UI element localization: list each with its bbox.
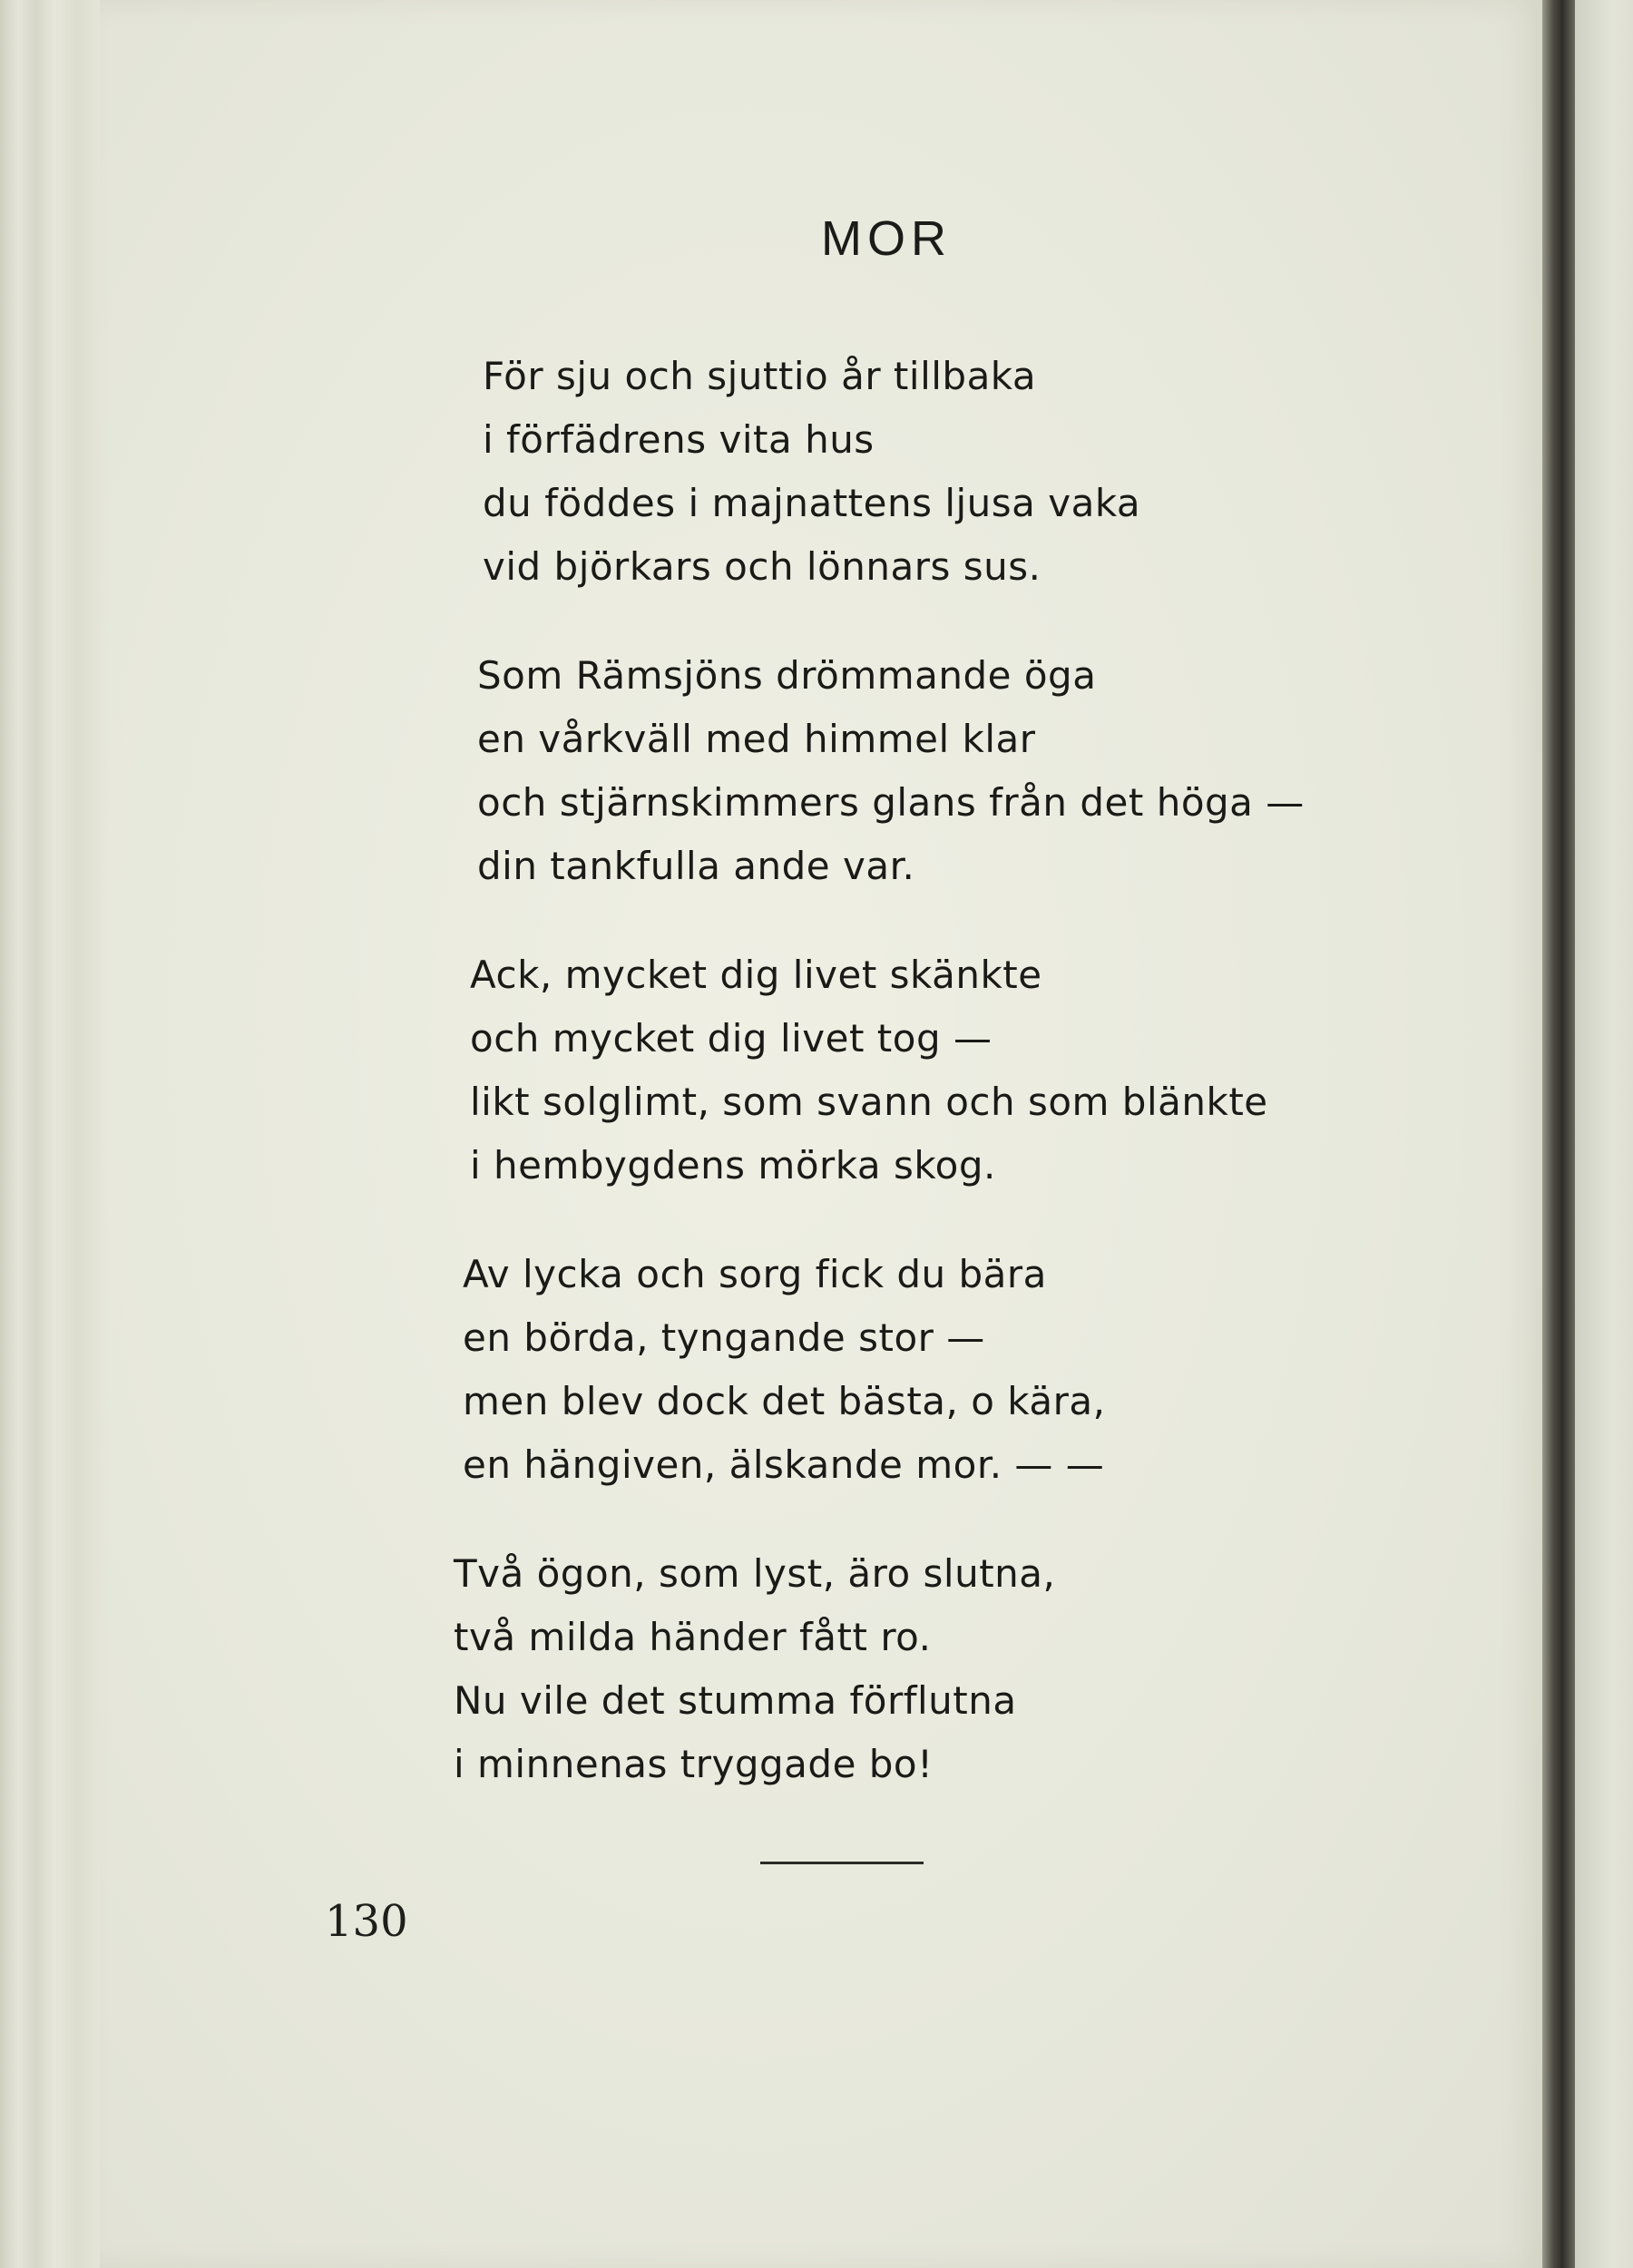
- stanza-4: [463, 1243, 1524, 1497]
- poem-line: du föddes i majnattens ljusa vaka: [483, 481, 1141, 525]
- book-binding: [1542, 0, 1575, 2268]
- poem-line: en hängiven, älskande mor. — —: [463, 1442, 1105, 1487]
- poem-line: vid björkars och lönnars sus.: [483, 544, 1041, 589]
- stanza-5: [454, 1542, 1524, 1796]
- poem-line: För sju och sjuttio år tillbaka: [483, 354, 1037, 398]
- poem-line: Ack, mycket dig livet skänkte: [470, 953, 1042, 997]
- poem-line: och mycket dig livet tog —: [470, 1016, 993, 1061]
- poem-line: Av lycka och sorg fick du bära: [463, 1252, 1047, 1296]
- poem-line: likt solglimt, som svann och som blänkte: [470, 1080, 1268, 1124]
- poem-body: [454, 345, 1524, 1842]
- poem-line: Två ögon, som lyst, äro slutna,: [454, 1551, 1056, 1596]
- poem-line: Nu vile det stumma förflutna: [454, 1678, 1017, 1723]
- poem-line: din tankfulla ande var.: [477, 844, 915, 888]
- poem-line: Som Rämsjöns drömmande öga: [477, 653, 1097, 698]
- stanza-1: [483, 345, 1524, 599]
- poem-title: MOR: [821, 211, 952, 266]
- poem-line: och stjärnskimmers glans från det höga —: [477, 780, 1305, 825]
- poem-line: i hembygdens mörka skog.: [470, 1143, 996, 1188]
- poem-line: i minnenas tryggade bo!: [454, 1742, 934, 1786]
- poem-line: men blev dock det bästa, o kära,: [463, 1379, 1106, 1423]
- end-divider: [760, 1862, 924, 1864]
- page-number: 130: [325, 1896, 408, 1947]
- poem-line: en börda, tyngande stor —: [463, 1315, 985, 1360]
- stanza-2: [477, 644, 1524, 898]
- poem-line: i förfädrens vita hus: [483, 417, 875, 462]
- poem-line: en vårkväll med himmel klar: [477, 717, 1036, 761]
- adjacent-page-edge: [1575, 0, 1633, 2268]
- left-page-edges: [0, 0, 109, 2268]
- poem-line: två milda händer fått ro.: [454, 1615, 932, 1659]
- stanza-3: [470, 943, 1524, 1198]
